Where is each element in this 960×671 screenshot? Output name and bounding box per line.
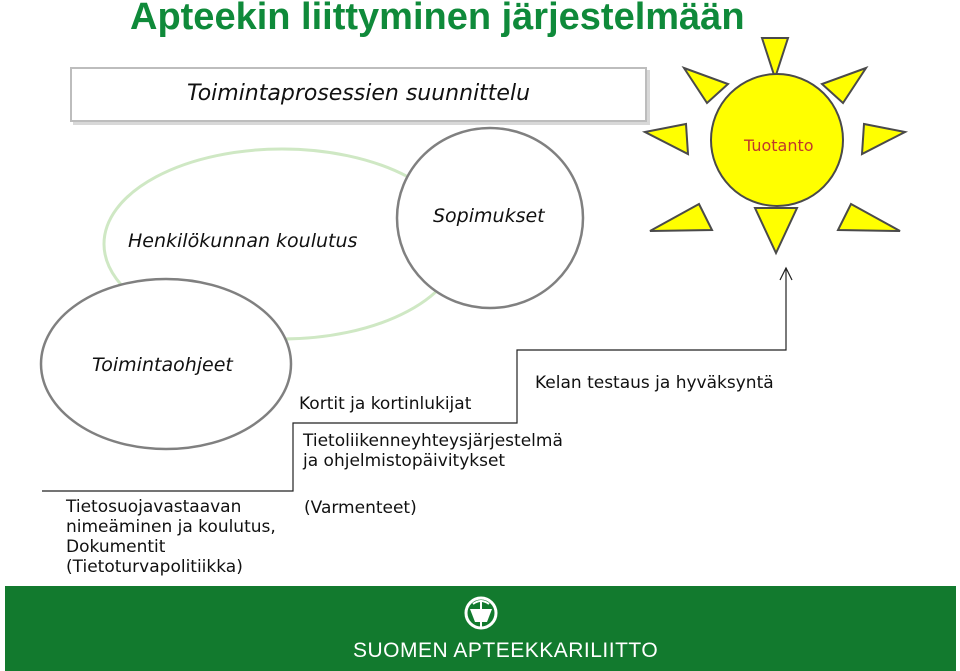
cards-label: Kortit ja kortinlukijat xyxy=(299,394,472,414)
training-label: Henkilökunnan koulutus xyxy=(128,230,358,252)
sun-label: Tuotanto xyxy=(744,136,814,155)
privacy-line: (Tietoturvapolitiikka) xyxy=(66,557,243,577)
privacy-line: nimeäminen ja koulutus, xyxy=(66,517,276,537)
telecom-line: Tietoliikenneyhteysjärjestelmä xyxy=(303,431,563,451)
planning-box-label: Toimintaprosessien suunnittelu xyxy=(186,81,531,106)
privacy-line: Dokumentit xyxy=(66,537,166,557)
apteekkariliitto-logo-icon xyxy=(466,598,496,628)
guidelines-label: Toimintaohjeet xyxy=(92,354,233,376)
privacy-line: Tietosuojavastaavan xyxy=(66,497,242,517)
footer-logo-text: SUOMEN APTEEKKARILIITTO xyxy=(353,639,659,662)
page-title: Apteekin liittyminen järjestelmään xyxy=(130,0,745,38)
certificates-label: (Varmenteet) xyxy=(304,498,417,518)
kela-label: Kelan testaus ja hyväksyntä xyxy=(535,373,774,393)
contracts-label: Sopimukset xyxy=(433,205,545,227)
telecom-line: ja ohjelmistopäivitykset xyxy=(303,451,506,471)
